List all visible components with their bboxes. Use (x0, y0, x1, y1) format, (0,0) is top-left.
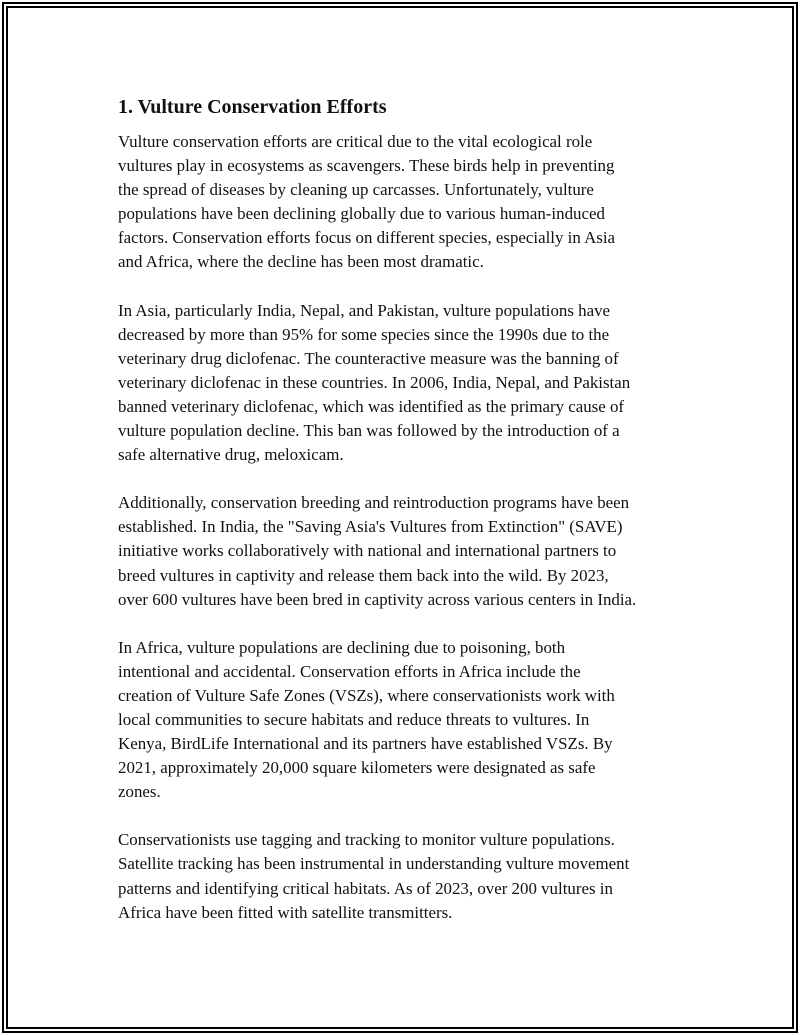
paragraph-tracking: Conservationists use tagging and tracking to monitor vulture populations. Satellite tracking has been instrumental in understanding vulture movement patterns and identifying critical habitats. As of 2023, over 200 vultures in Africa have been fitted with satellite transmitters. (118, 830, 630, 922)
section-title: 1. Vulture Conservation Efforts (118, 96, 387, 118)
paragraph-africa: In Africa, vulture populations are declining due to poisoning, both intentional and accidental. Conservation efforts in Africa include the creation of Vulture Safe Zones (VSZs), where conservationists work with local communities to secure habitats and reduce threats to vultures. In Kenya, BirdLife International and its partners have established VSZs. By 2021, approximately 20,000 square kilometers were designated as safe zones. (118, 637, 615, 802)
paragraph-asia: In Asia, particularly India, Nepal, and Pakistan, vulture populations have decreased by more than 95% for some species since the 1990s due to the veterinary drug diclofenac. The counteractive measure was the banning of veterinary diclofenac in these countries. In 2006, India, Nepal, and Pakistan banned veterinary diclofenac, which was identified as the primary cause of vulture population decline. This ban was followed by the introduction of a safe alternative drug, meloxicam. (118, 300, 631, 465)
paragraph-intro: Vulture conservation efforts are critical due to the vital ecological role vultures play in ecosystems as scavengers. These birds help in preventing the spread of diseases by cleaning up carcasses. Unfortunately, vulture populations have been declining globally due to various human-induced factors. Conservation efforts focus on different species, especially in Asia and Africa, where the decline has been most dramatic. (118, 132, 616, 272)
paragraph-breeding: Additionally, conservation breeding and reintroduction programs have been established. In India, the "Saving Asia's Vultures from Extinction" (SAVE) initiative works collaboratively with national and international partners to breed vultures in captivity and release them back into the wild. By 2023, over 600 vultures have been bred in captivity across various centers in India. (118, 493, 637, 609)
document-content (118, 94, 698, 949)
